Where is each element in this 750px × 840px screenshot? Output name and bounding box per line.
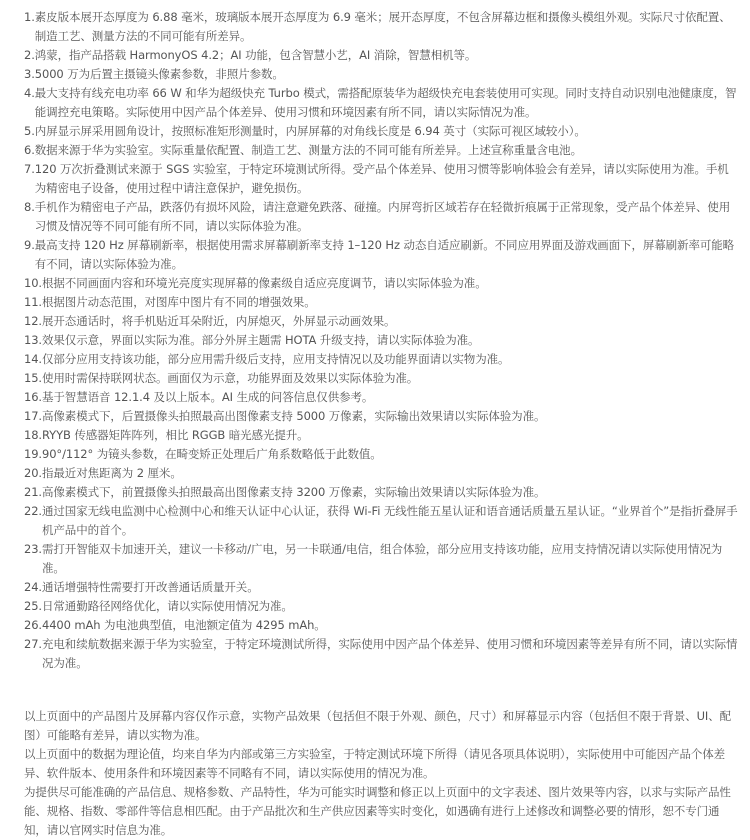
- footnote-item: [24, 160, 740, 198]
- footnote-item: [24, 350, 740, 369]
- footnote-number: 18.: [24, 428, 42, 442]
- footnote-number: 10.: [24, 276, 42, 290]
- footnote-text: 效果仅示意，界面以实际为准。部分外屏主题需 HOTA 升级支持，请以实际体验为准。: [42, 333, 480, 347]
- footnote-number: 15.: [24, 371, 42, 385]
- footnote-list: [24, 8, 740, 673]
- footnote-text: 高像素模式下，前置摄像头拍照最高出图像素支持 3200 万像素，实际输出效果请以实际体验为准。: [42, 485, 546, 499]
- footnote-text: 高像素模式下，后置摄像头拍照最高出图像素支持 5000 万像素，实际输出效果请以实际体验为准。: [42, 409, 546, 423]
- footnote-text: 120 万次折叠测试来源于 SGS 实验室，于特定环境测试所得。受产品个体差异、使用习惯等影响体验会有差异，请以实际使用为准。手机为精密电子设备，使用过程中请注意保护，避免损伤。: [34, 162, 729, 195]
- footnote-text: 内屏显示屏采用圆角设计，按照标准矩形测量时，内屏屏幕的对角线长度是 6.94 英寸（实际可视区域较小）。: [34, 124, 586, 138]
- footnote-text: 充电和续航数据来源于华为实验室，于特定环境测试所得，实际使用中因产品个体差异、使用习惯和环境因素等差异有所不同，请以实际情况为准。: [42, 637, 738, 670]
- footnote-text: 基于智慧语音 12.1.4 及以上版本。AI 生成的问答信息仅供参考。: [42, 390, 374, 404]
- footnote-number: 26.: [24, 618, 42, 632]
- footnote-number: 27.: [24, 637, 42, 651]
- footnote-item: [24, 84, 740, 122]
- footnote-number: 12.: [24, 314, 42, 328]
- footnote-number: 11.: [24, 295, 42, 309]
- footnote-number: 3.: [24, 67, 35, 81]
- disclaimer-paragraph: 为提供尽可能准确的产品信息、规格参数、产品特性，华为可能实时调整和修正以上页面中的文字表述、图片效果等内容，以求与实际产品性能、规格、指数、零部件等信息相匹配。由于产品批次和生产供应因素等实时变化，如遇确有进行上述修改和调整必要的情形，恕不专门通知，请以官网实时信息为准。: [24, 785, 731, 837]
- footnote-number: 24.: [24, 580, 42, 594]
- footnote-item: [24, 274, 740, 293]
- footnote-number: 21.: [24, 485, 42, 499]
- footnote-text: 指最近对焦距离为 2 厘米。: [42, 466, 182, 480]
- footnote-text: 4400 mAh 为电池典型值，电池额定值为 4295 mAh。: [42, 618, 326, 632]
- footnote-text: 手机作为精密电子产品，跌落仍有损坏风险，请注意避免跌落、碰撞。内屏弯折区域若存在轻微折痕属于正常现象，受产品个体差异、使用习惯及情况等不同可能有所不同，请以实际体验为准。: [34, 200, 731, 233]
- footnote-item: [24, 293, 740, 312]
- footnote-number: 9.: [24, 238, 35, 252]
- footnote-item: [24, 407, 740, 426]
- footnote-item: [24, 46, 740, 65]
- footnote-item: [24, 312, 740, 331]
- footnote-item: [24, 388, 740, 407]
- footnote-number: 19.: [24, 447, 42, 461]
- footnote-item: [24, 635, 740, 673]
- footnote-text: 根据图片动态范围，对图库中图片有不同的增强效果。: [42, 295, 316, 309]
- footnote-text: 90°/112° 为镜头参数，在畸变矫正处理后广角系数略低于此数值。: [42, 447, 382, 461]
- footnote-number: 2.: [24, 48, 35, 62]
- footnote-number: 7.: [24, 162, 35, 176]
- footnote-text: 数据来源于华为实验室。实际重量依配置、制造工艺、测量方法的不同可能有所差异。上述宣称重量含电池。: [34, 143, 582, 157]
- footnote-number: 14.: [24, 352, 42, 366]
- footnote-number: 13.: [24, 333, 42, 347]
- disclaimer-paragraph: 以上页面中的数据为理论值，均来自华为内部或第三方实验室，于特定测试环境下所得（请见各项具体说明），实际使用中可能因产品个体差异、软件版本、使用条件和环境因素等不同略有不同，请以实际使用的情况为准。: [24, 747, 726, 780]
- footnote-number: 4.: [24, 86, 35, 100]
- footnote-item: [24, 236, 740, 274]
- footnote-item: [24, 578, 740, 597]
- footnote-item: [24, 483, 740, 502]
- footnote-item: [24, 65, 740, 84]
- footnote-text: 最大支持有线充电功率 66 W 和华为超级快充 Turbo 模式，需搭配原装华为超级快充电套装使用可实现。同时支持自动识别电池健康度，智能调控充电策略。实际使用中因产品个体差异、使用习惯和环境因素有所不同，请以实际情况为准。: [34, 86, 737, 119]
- footnote-item: [24, 445, 740, 464]
- footnote-text: 需打开智能双卡加速开关，建议一卡移动/广电，另一卡联通/电信，组合体验，部分应用支持该功能，应用支持情况请以实际使用情况为准。: [42, 542, 723, 575]
- footnote-text: RYYB 传感器矩阵阵列，相比 RGGB 暗光感光提升。: [42, 428, 309, 442]
- footnote-item: [24, 369, 740, 388]
- footnote-text: 仅部分应用支持该功能，部分应用需升级后支持，应用支持情况以及功能界面请以实物为准。: [42, 352, 510, 366]
- footnote-number: 25.: [24, 599, 42, 613]
- footnote-number: 6.: [24, 143, 35, 157]
- footnote-text: 素皮版本展开态厚度为 6.88 毫米，玻璃版本展开态厚度为 6.9 毫米；展开态厚度，不包含屏幕边框和摄像头模组外观。实际尺寸依配置、制造工艺、测量方法的不同可能有所差异。: [34, 10, 731, 43]
- footnote-number: 23.: [24, 542, 42, 556]
- footnote-item: [24, 122, 740, 141]
- footnote-item: [24, 331, 740, 350]
- footnote-item: [24, 198, 740, 236]
- footnote-number: 16.: [24, 390, 42, 404]
- footnote-number: 1.: [24, 10, 35, 24]
- footnote-item: [24, 141, 740, 160]
- footnote-text: 鸿蒙，指产品搭载 HarmonyOS 4.2；AI 功能，包含智慧小艺，AI 消除，智慧相机等。: [34, 48, 477, 62]
- footnote-number: 17.: [24, 409, 42, 423]
- footnote-item: [24, 597, 740, 616]
- disclaimer-paragraph: 以上页面中的产品图片及屏幕内容仅作示意，实物产品效果（包括但不限于外观、颜色，尺寸）和屏幕显示内容（包括但不限于背景、UI、配图）可能略有差异，请以实物为准。: [24, 709, 732, 742]
- footnote-text: 通过国家无线电监测中心检测中心和维天认证中心认证，获得 Wi-Fi 无线性能五星认证和语音通话质量五星认证。“业界首个”是指折叠屏手机产品中的首个。: [42, 504, 738, 537]
- footnote-item: [24, 540, 740, 578]
- footnote-text: 日常通勤路径网络优化，请以实际使用情况为准。: [42, 599, 293, 613]
- footnote-item: [24, 464, 740, 483]
- footnote-text: 使用时需保持联网状态。画面仅为示意，功能界面及效果以实际体验为准。: [42, 371, 419, 385]
- footnote-number: 22.: [24, 504, 42, 518]
- footnote-item: [24, 8, 740, 46]
- footnote-item: [24, 502, 740, 540]
- general-disclaimer: [24, 707, 740, 840]
- footnote-item: [24, 426, 740, 445]
- footnote-number: 20.: [24, 466, 42, 480]
- footnote-text: 根据不同画面内容和环境光亮度实现屏幕的像素级自适应亮度调节，请以实际体验为准。: [42, 276, 487, 290]
- footnote-number: 5.: [24, 124, 35, 138]
- footnote-item: [24, 616, 740, 635]
- footnote-text: 最高支持 120 Hz 屏幕刷新率，根据使用需求屏幕刷新率支持 1–120 Hz 动态自适应刷新。不同应用界面及游戏画面下，屏幕刷新率可能略有不同，请以实际体验为准。: [34, 238, 735, 271]
- footnote-number: 8.: [24, 200, 35, 214]
- footnote-text: 通话增强特性需要打开改善通话质量开关。: [42, 580, 259, 594]
- footnote-text: 5000 万为后置主摄镜头像素参数，非照片参数。: [34, 67, 284, 81]
- footnote-text: 展开态通话时，将手机贴近耳朵附近，内屏熄灭，外屏显示动画效果。: [42, 314, 396, 328]
